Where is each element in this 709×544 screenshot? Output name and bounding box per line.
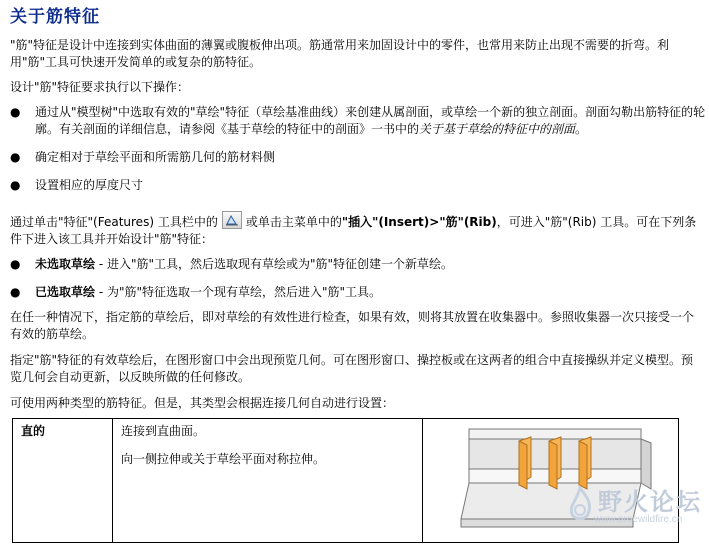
types-paragraph: 可使用两种类型的筋特征。但是，其类型会根据连接几何自动进行设置： xyxy=(10,396,395,410)
rib-type-label: 直的 xyxy=(21,424,46,438)
list-item xyxy=(10,177,702,194)
menu-path: "插入"(Insert)>"筋"(Rib) xyxy=(341,215,497,229)
reference-link[interactable]: 关于基于草绘的特征中的剖面 xyxy=(419,122,576,136)
condition-text: - 进入"筋"工具，然后选取现有草绘或为"筋"特征创建一个新草绘。 xyxy=(95,257,454,271)
access-text: ，可进入"筋"(Rib) 工具。可在下列条件下进入该工具并开始设计"筋"特征： xyxy=(10,215,697,246)
list-item-text: 确定相对于草绘平面和所需筋几何的筋材料侧 xyxy=(35,150,276,164)
forum-watermark xyxy=(560,480,709,542)
watermark-title: 野火论坛 xyxy=(598,488,702,516)
list-item-text: 通过从"模型树"中选取有效的"草绘"特征（草绘基准曲线）来创建从属剖面，或草绘一个新的独立剖面。剖面勾勒出筋特征的轮廓。有关剖面的详细信息，请参阅《基于草绘的特征中的剖面》一书中的 xyxy=(35,105,706,136)
list-item xyxy=(10,284,702,301)
bullet-icon: ● xyxy=(10,178,21,192)
preview-paragraph: 指定"筋"特征的有效草绘后，在图形窗口中会出现预览几何。可在图形窗口、操控板或在这两者的组合中直接操纵并定义模型。预览几何会自动更新，以反映所做的任何修改。 xyxy=(10,353,694,384)
condition-text: - 为"筋"特征选取一个现有草绘，然后进入"筋"工具。 xyxy=(95,285,382,299)
list-item-text: 设置相应的厚度尺寸 xyxy=(35,178,144,192)
access-text: 或单击主菜单中的 xyxy=(245,215,342,229)
bullet-icon: ● xyxy=(10,285,21,299)
watermark-url: www.proewildfire.cn xyxy=(594,514,683,525)
list-item xyxy=(10,104,706,138)
bullet-icon: ● xyxy=(10,150,21,164)
condition-label: 未选取草绘 xyxy=(35,257,96,271)
condition-label: 已选取草绘 xyxy=(35,285,96,299)
bullet-icon: ● xyxy=(10,257,21,271)
intro-paragraph: "筋"特征是设计中连接到实体曲面的薄翼或腹板伸出项。筋通常用来加固设计中的零件，也常用来防止出现不需要的折弯。利用"筋"工具可快速开发简单的或复杂的筋特征。 xyxy=(10,38,670,69)
access-paragraph xyxy=(10,211,702,248)
requirements-heading: 设计"筋"特征要求执行以下操作： xyxy=(10,80,190,94)
list-item xyxy=(10,256,702,273)
access-text: 通过单击"特征"(Features) 工具栏中的 xyxy=(10,215,218,229)
list-item xyxy=(10,149,702,166)
rib-description-line: 向一侧拉伸或关于草绘平面对称拉伸。 xyxy=(121,452,326,466)
check-paragraph: 在任一种情况下，指定筋的草绘后，即对草绘的有效性进行检查，如果有效，则将其放置在收集器中。参照收集器一次只接受一个有效的筋草绘。 xyxy=(10,310,695,341)
rib-description-cell xyxy=(113,419,423,543)
rib-tool-icon[interactable] xyxy=(222,211,242,229)
list-item-end: 。 xyxy=(575,122,588,136)
rib-type-cell xyxy=(13,419,113,543)
bullet-icon: ● xyxy=(10,105,21,119)
rib-description-line: 连接到直曲面。 xyxy=(121,424,206,438)
page-title: 关于筋特征 xyxy=(10,7,100,27)
